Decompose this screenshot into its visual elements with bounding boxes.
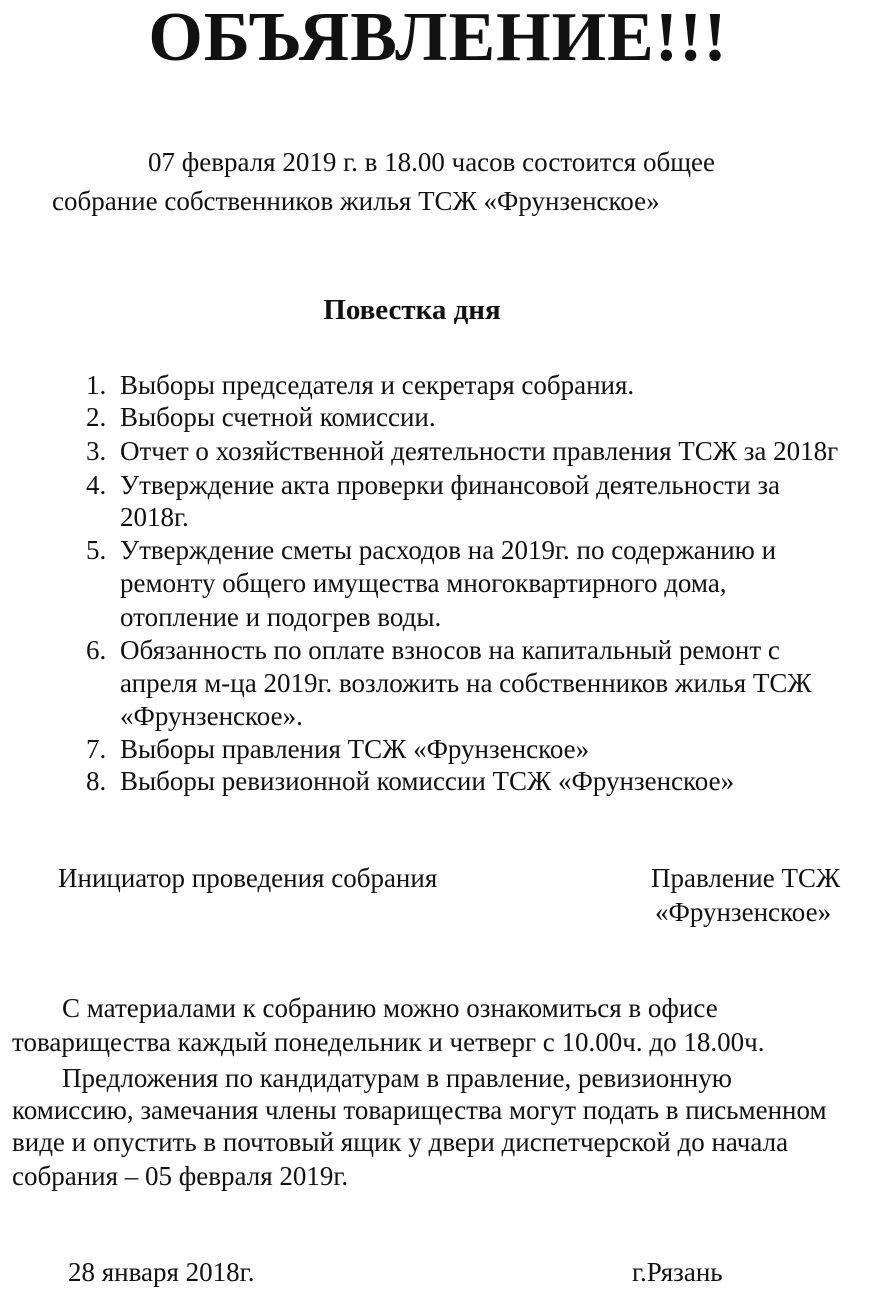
intro-line: собрание собственников жилья ТСЖ «Фрунзенское»	[52, 186, 660, 216]
footer-city: г.Рязань	[632, 1257, 723, 1287]
agenda-item-text: «Фрунзенское».	[120, 701, 303, 731]
notes-line: комиссию, замечания члены товарищества могут подать в письменном	[12, 1095, 827, 1125]
agenda-item-number: 1.	[86, 370, 107, 400]
agenda-item-number: 4.	[86, 470, 107, 500]
agenda-item-number: 6.	[86, 635, 107, 665]
agenda-item-text: Выборы ревизионной комиссии ТСЖ «Фрунзенское»	[120, 766, 735, 796]
notes-line: С материалами к собранию можно ознакомиться в офисе	[62, 993, 718, 1023]
agenda-item-number: 5.	[86, 535, 107, 565]
agenda-item-text: Выборы счетной комиссии.	[120, 402, 436, 432]
agenda-item-text: Выборы правления ТСЖ «Фрунзенское»	[120, 734, 590, 764]
agenda-item-number: 7.	[86, 734, 107, 764]
agenda-heading: Повестка дня	[323, 294, 501, 326]
agenda-item-number: 2.	[86, 402, 107, 432]
agenda-item-number: 8.	[86, 766, 107, 796]
agenda-item-text: Выборы председателя и секретаря собрания.	[120, 370, 635, 400]
agenda-item-text: Утверждение сметы расходов на 2019г. по содержанию и	[120, 535, 777, 565]
notes-line: товарищества каждый понедельник и четверг с 10.00ч. до 18.00ч.	[12, 1027, 765, 1057]
agenda-item-text: Отчет о хозяйственной деятельности правления ТСЖ за 2018г	[120, 436, 839, 466]
agenda-item-text: отопление и подогрев воды.	[120, 602, 442, 632]
agenda-item-text: апреля м-ца 2019г. возложить на собственников жилья ТСЖ	[120, 668, 812, 698]
notes-line: виде и опустить в почтовый ящик у двери диспетчерской до начала	[12, 1127, 789, 1157]
footer-date: 28 января 2018г.	[68, 1257, 255, 1287]
notes-line: собрания – 05 февраля 2019г.	[12, 1161, 349, 1191]
notes-line: Предложения по кандидатурам в правление, ревизионную	[62, 1063, 732, 1093]
agenda-item-text: Обязанность по оплате взносов на капитальный ремонт с	[120, 635, 780, 665]
initiator-label: Инициатор проведения собрания	[58, 863, 438, 893]
agenda-item-text: Утверждение акта проверки финансовой деятельности за	[120, 470, 780, 500]
agenda-item-number: 3.	[86, 436, 107, 466]
board-name: Правление ТСЖ	[651, 863, 841, 893]
page-title: ОБЪЯВЛЕНИЕ!!!	[148, 0, 728, 76]
agenda-item-text: ремонту общего имущества многоквартирного дома,	[120, 568, 727, 598]
intro-line: 07 февраля 2019 г. в 18.00 часов состоится общее	[148, 147, 715, 177]
agenda-item-text: 2018г.	[120, 502, 189, 532]
board-name: «Фрунзенское»	[655, 897, 832, 927]
